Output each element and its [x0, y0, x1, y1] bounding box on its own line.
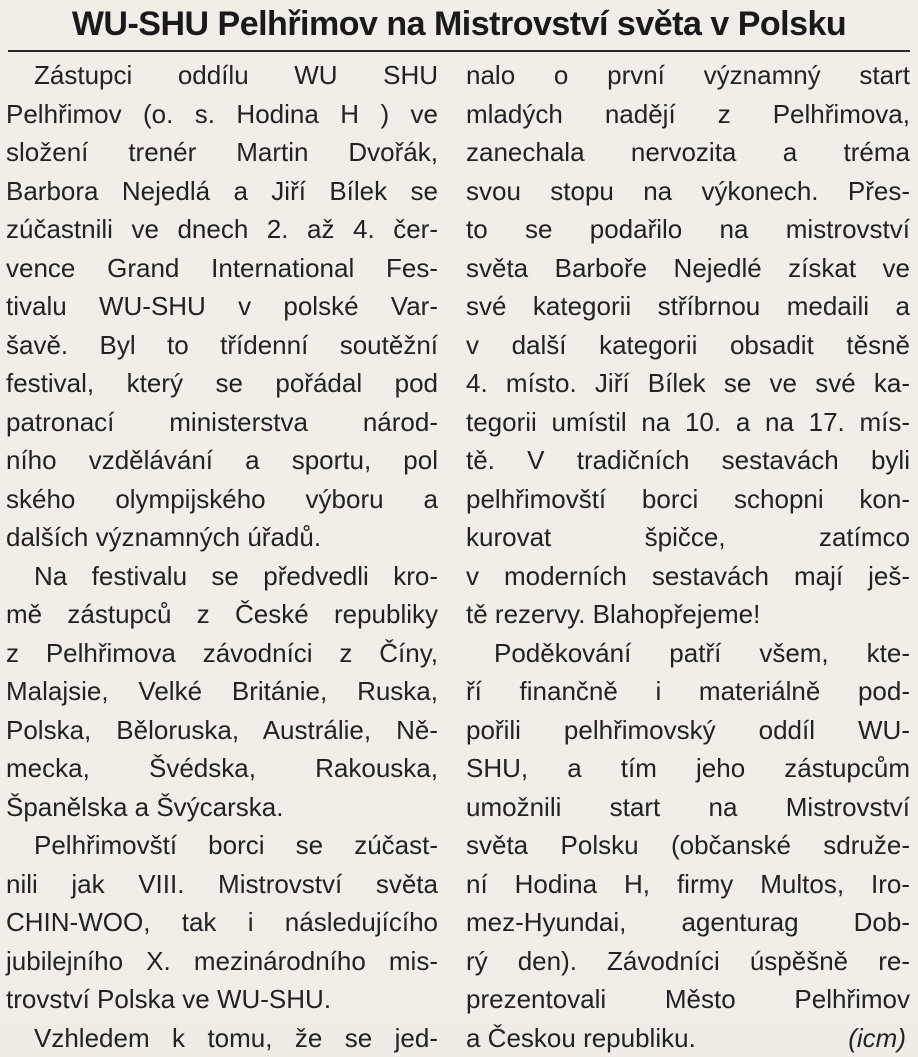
article-text-line: [466, 557, 910, 596]
article-headline: WU-SHU Pelhřimov na Mistrovství světa v Polsku: [0, 2, 918, 46]
article-text-line: [6, 903, 438, 942]
article-line-text: pořili pelhřimovský oddíl WU-: [466, 715, 910, 745]
article-line-text: v další kategorii obsadit těsně: [466, 330, 910, 360]
article-text-line: [466, 903, 910, 942]
article-text-line: [6, 826, 438, 865]
article-text-line: [6, 133, 438, 172]
article-text-line: [6, 326, 438, 365]
article-line-text: mladých nadějí z Pelhřimova,: [466, 99, 910, 129]
article-line-text: Pelhřimovští borci se zúčast-: [34, 830, 438, 860]
article-text-line: [466, 672, 910, 711]
article-line-text: festival, který se pořádal pod: [6, 368, 438, 398]
article-text-line: [6, 172, 438, 211]
article-line-text: z Pelhřimova závodníci z Číny,: [6, 638, 438, 668]
article-text-line: [466, 326, 910, 365]
article-line-text: Pelhřimov (o. s. Hodina H ) ve: [6, 99, 438, 129]
article-line-text: své kategorii stříbrnou medaili a: [466, 291, 910, 321]
article-line-text: zanechala nervozita a tréma: [466, 137, 910, 167]
article-text-line: [466, 480, 910, 519]
article-line-text: mě zástupců z České republiky: [6, 599, 438, 629]
article-line-text: složení trenér Martin Dvořák,: [6, 137, 438, 167]
article-text-line: [466, 595, 910, 634]
article-text-line: [6, 441, 438, 480]
article-line-text: šavě. Byl to třídenní soutěžní: [6, 330, 438, 360]
article-text-line: [466, 210, 910, 249]
article-line-text: ního vzdělávání a sportu, pol: [6, 445, 438, 475]
article-line-text: zúčastnili ve dnech 2. až 4. čer-: [6, 214, 438, 244]
article-text-line: [6, 1019, 438, 1057]
article-text-line: [6, 634, 438, 673]
article-text-line: [6, 287, 438, 326]
article-line-text: vence Grand International Fes-: [6, 253, 438, 283]
article-line-text: trovství Polska ve WU-SHU.: [6, 984, 331, 1014]
article-line-text: Malajsie, Velké Británie, Ruska,: [6, 676, 438, 706]
article-text-line: [466, 634, 910, 673]
article-text-line: [6, 56, 438, 95]
article-text-line: [466, 980, 910, 1019]
article-text-line: [6, 595, 438, 634]
article-line-text: tě. V tradičních sestavách byli: [466, 445, 910, 475]
article-text-line: [466, 172, 910, 211]
article-line-text: Barbora Nejedlá a Jiří Bílek se: [6, 176, 438, 206]
article-text-line: [6, 95, 438, 134]
article-line-text: CHIN-WOO, tak i následujícího: [6, 907, 438, 937]
article-text-line: [466, 441, 910, 480]
article-line-text: to se podařilo na mistrovství: [466, 214, 910, 244]
article-line-text: mez-Hyundai, agenturag Dob-: [466, 907, 910, 937]
article-text-line: [6, 711, 438, 750]
article-line-text: prezentovali Město Pelhřimov: [466, 984, 910, 1014]
article-text-line: [466, 95, 910, 134]
article-text-line: [6, 518, 438, 557]
article-text-line: [466, 749, 910, 788]
article-line-text: Zástupci oddílu WU SHU: [34, 60, 438, 90]
article-line-text: svou stopu na výkonech. Přes-: [466, 176, 910, 206]
article-line-text: ří finančně i materiálně pod-: [466, 676, 910, 706]
article-text-line: [466, 1019, 910, 1057]
article-line-text: Polska, Běloruska, Austrálie, Ně-: [6, 715, 438, 745]
article-line-text: tivalu WU-SHU v polské Var-: [6, 291, 438, 321]
article-text-line: [466, 287, 910, 326]
article-text-line: [6, 210, 438, 249]
article-text-line: [6, 249, 438, 288]
article-line-text: ského olympijského výboru a: [6, 484, 438, 514]
article-text-line: [466, 711, 910, 750]
headline-divider: [8, 50, 910, 52]
article-line-text: pelhřimovští borci schopni kon-: [466, 484, 910, 514]
article-text-line: [6, 364, 438, 403]
article-line-text: tegorii umístil na 10. a na 17. mís-: [466, 407, 910, 437]
article-text-line: [6, 749, 438, 788]
article-text-line: [6, 788, 438, 827]
article-text-line: [466, 826, 910, 865]
article-text-line: [6, 865, 438, 904]
article-line-text: Vzhledem k tomu, že se jed-: [34, 1023, 438, 1053]
article-line-text: Španělska a Švýcarska.: [6, 792, 283, 822]
article-column-left: [6, 56, 438, 1057]
article-text-line: [6, 980, 438, 1019]
article-text-line: [466, 788, 910, 827]
article-line-text: ní Hodina H, firmy Multos, Iro-: [466, 869, 910, 899]
article-text-line: [6, 672, 438, 711]
article-line-text: dalších významných úřadů.: [6, 522, 321, 552]
article-text-line: [466, 364, 910, 403]
article-line-text: a Českou republiku.: [466, 1023, 696, 1053]
article-line-text: patronací ministerstva národ-: [6, 407, 438, 437]
article-line-text: nalo o první významný start: [466, 60, 910, 90]
article-line-text: SHU, a tím jeho zástupcům: [466, 753, 910, 783]
article-text-line: [466, 249, 910, 288]
article-text-line: [6, 557, 438, 596]
article-line-text: v moderních sestavách mají ješ-: [466, 561, 910, 591]
article-text-line: [6, 403, 438, 442]
article-line-text: jubilejního X. mezinárodního mis-: [6, 946, 438, 976]
article-text-line: [6, 942, 438, 981]
article-line-text: mecka, Švédska, Rakouska,: [6, 753, 438, 783]
article-column-right: [466, 56, 910, 1057]
article-text-line: [466, 518, 910, 557]
article-line-text: umožnili start na Mistrovství: [466, 792, 910, 822]
article-text-line: [466, 942, 910, 981]
article-line-text: kurovat špičce, zatímco: [466, 522, 910, 552]
article-text-line: [6, 480, 438, 519]
article-text-line: [466, 865, 910, 904]
article-text-line: [466, 56, 910, 95]
article-line-text: Na festivalu se předvedli kro-: [34, 561, 438, 591]
article-line-text: 4. místo. Jiří Bílek se ve své ka-: [466, 368, 910, 398]
article-line-text: světa Barboře Nejedlé získat ve: [466, 253, 910, 283]
author-signature: (icm): [848, 1019, 906, 1057]
article-line-text: Poděkování patří všem, kte-: [494, 638, 910, 668]
article-line-text: tě rezervy. Blahopřejeme!: [466, 599, 760, 629]
article-line-text: nili jak VIII. Mistrovství světa: [6, 869, 438, 899]
article-line-text: světa Polsku (občanské sdruže-: [466, 830, 910, 860]
article-line-text: rý den). Závodníci úspěšně re-: [466, 946, 910, 976]
article-text-line: [466, 133, 910, 172]
article-text-line: [466, 403, 910, 442]
